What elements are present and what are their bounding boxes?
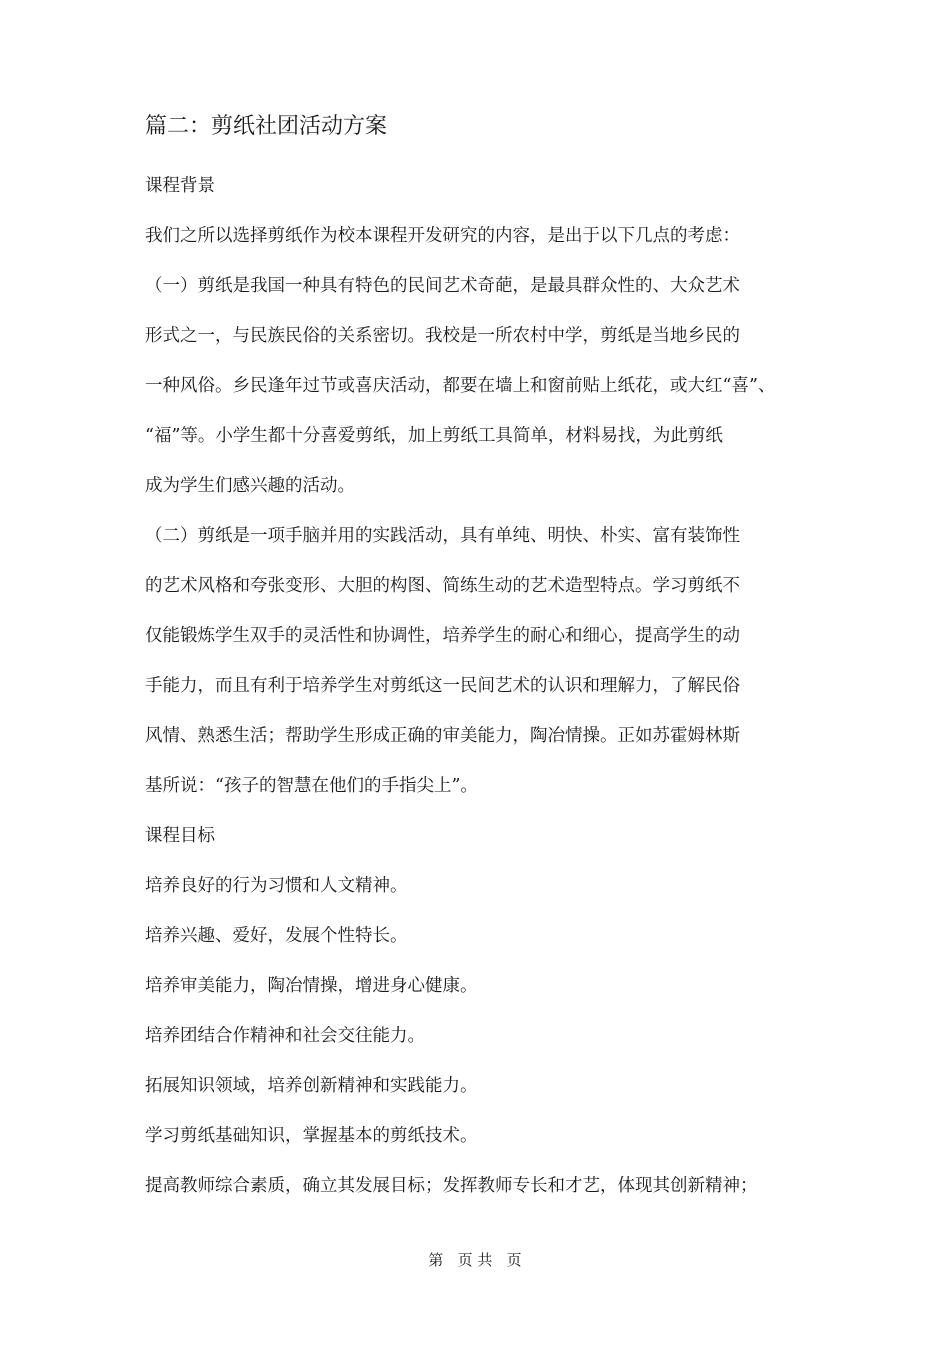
paragraph-line: 一种风俗。乡民逢年过节或喜庆活动，都要在墙上和窗前贴上纸花，或大红“喜”、	[145, 376, 776, 396]
goal-item: 学习剪纸基础知识，掌握基本的剪纸技术。	[145, 1126, 478, 1146]
goal-item: 拓展知识领域，培养创新精神和实践能力。	[145, 1076, 478, 1096]
goal-item: 培养良好的行为习惯和人文精神。	[145, 876, 408, 896]
paragraph-line: “福”等。小学生都十分喜爱剪纸，加上剪纸工具简单，材料易找，为此剪纸	[145, 426, 723, 446]
paragraph-line: 手能力，而且有利于培养学生对剪纸这一民间艺术的认识和理解力，了解民俗	[145, 676, 740, 696]
paragraph-line: （一）剪纸是我国一种具有特色的民间艺术奇葩，是最具群众性的、大众艺术	[145, 276, 740, 296]
goal-item: 培养团结合作精神和社会交往能力。	[145, 1026, 425, 1046]
document-body	[145, 172, 809, 1222]
page-footer: 第 页 共 页	[428, 1251, 522, 1269]
goal-item: 提高教师综合素质，确立其发展目标；发挥教师专长和才艺，体现其创新精神；	[145, 1176, 758, 1196]
goal-item: 培养兴趣、爱好，发展个性特长。	[145, 926, 408, 946]
paragraph-line: 形式之一，与民族民俗的关系密切。我校是一所农村中学，剪纸是当地乡民的	[145, 326, 740, 346]
paragraph-line: （二）剪纸是一项手脑并用的实践活动，具有单纯、明快、朴实、富有装饰性	[145, 526, 740, 546]
paragraph-line: 基所说：“孩子的智慧在他们的手指尖上”。	[145, 776, 478, 796]
goal-item: 培养审美能力，陶冶情操，增进身心健康。	[145, 976, 478, 996]
section-heading-background: 课程背景	[145, 176, 215, 196]
paragraph-line: 成为学生们感兴趣的活动。	[145, 476, 355, 496]
document-title: 篇二：剪纸社团活动方案	[145, 114, 388, 139]
paragraph-line: 我们之所以选择剪纸作为校本课程开发研究的内容，是出于以下几点的考虑：	[145, 226, 740, 246]
paragraph-line: 的艺术风格和夸张变形、大胆的构图、简练生动的艺术造型特点。学习剪纸不	[145, 576, 740, 596]
paragraph-line: 风情、熟悉生活；帮助学生形成正确的审美能力，陶冶情操。正如苏霍姆林斯	[145, 726, 740, 746]
paragraph-line: 仅能锻炼学生双手的灵活性和协调性，培养学生的耐心和细心，提高学生的动	[145, 626, 740, 646]
section-heading-goals: 课程目标	[145, 826, 215, 846]
